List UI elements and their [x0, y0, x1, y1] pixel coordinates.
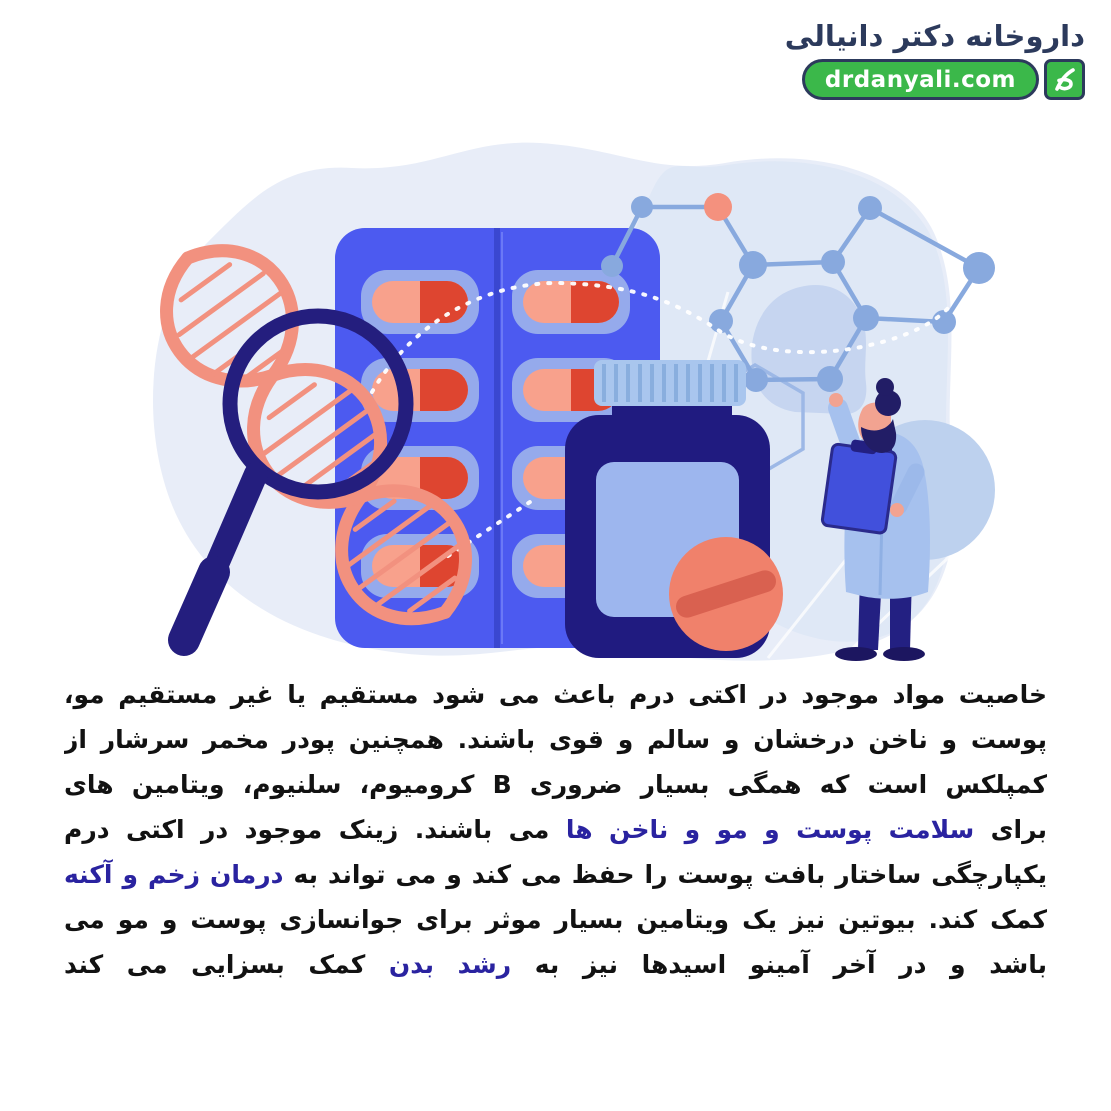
text-line [64, 807, 1047, 852]
body-text-segment: پوست و ناخن درخشان و سالم و قوی باشند. همچنین پودر مخمر سرشار از [64, 725, 1047, 754]
capsule-pill-half [420, 369, 468, 411]
highlighted-text: سلامت پوست و مو و ناخن ها [565, 815, 975, 844]
brand-badge [785, 59, 1085, 100]
highlighted-text: رشد بدن [388, 950, 512, 979]
tablet-icon [669, 537, 783, 651]
text-line [64, 897, 1047, 942]
d-slash-icon [1051, 66, 1078, 93]
text-line [64, 942, 1047, 987]
brand-header [785, 18, 1085, 100]
highlighted-text: درمان زخم و آکنه [64, 860, 284, 889]
text-line [64, 672, 1047, 717]
body-text-segment: می باشند. زینک موجود در اکتی درم [64, 815, 566, 844]
brand-logo-icon [1044, 59, 1085, 100]
text-line [64, 717, 1047, 762]
brand-domain: drdanyali.com [824, 66, 1016, 93]
capsule-pill-half [420, 281, 468, 323]
brand-title: داروخانه دکتر دانیالی [784, 19, 1085, 53]
body-text-segment: کمک کند. بیوتین نیز یک ویتامین بسیار موثر برای جوانسازی پوست و مو می [64, 905, 1047, 934]
brand-domain-badge [802, 59, 1039, 100]
pointing-hand [829, 393, 843, 407]
body-text-segment: کمک بسزایی می کند [64, 950, 389, 979]
body-text-segment: کمپلکس است که همگی بسیار ضروری B کرومیوم، سلنیوم، ویتامین های [64, 770, 1047, 799]
body-text-segment: برای [974, 815, 1047, 844]
text-line [64, 762, 1047, 807]
body-text [64, 672, 1047, 987]
molecule-accent-node [704, 193, 732, 221]
body-text-segment: یکپارچگی ساختار بافت پوست را حفظ می کند و می تواند به [283, 860, 1047, 889]
body-text-segment: خاصیت مواد موجود در اکتی درم باعث می شود مستقیم یا غیر مستقیم مو، [64, 680, 1047, 709]
text-line [64, 852, 1047, 897]
body-text-segment: باشد و در آخر آمینو اسیدها نیز به [511, 950, 1047, 979]
